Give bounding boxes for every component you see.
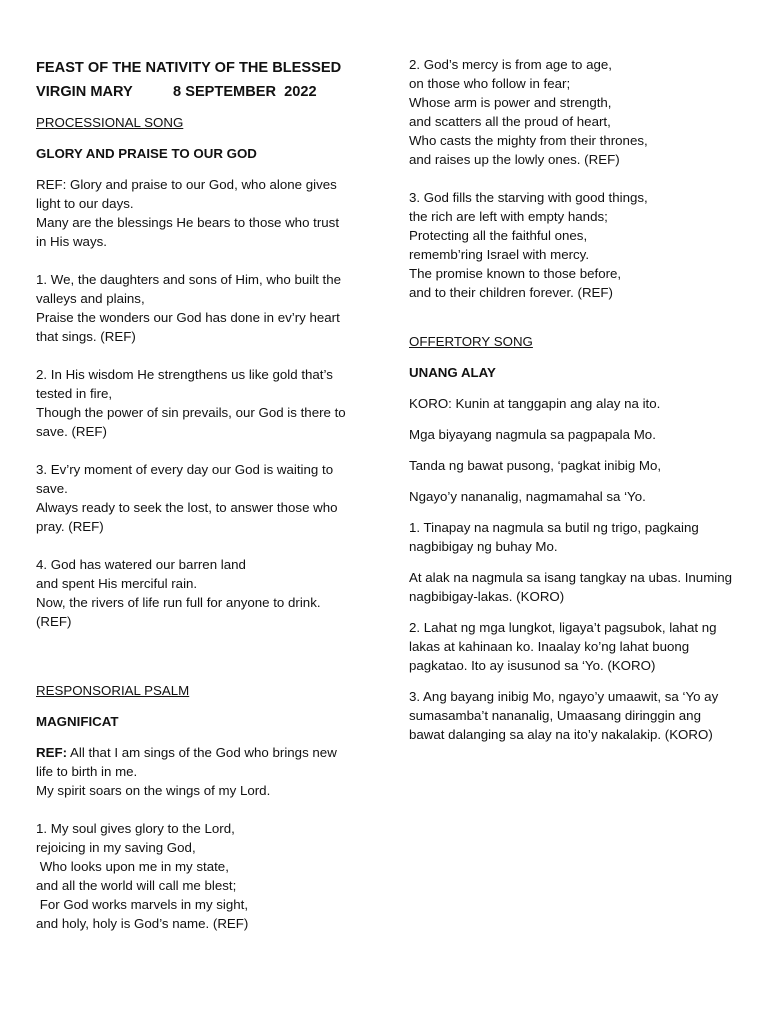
verse-line: 3. Ev’ry moment of every day our God is waiting to bbox=[36, 462, 334, 477]
verse-line: save. bbox=[36, 481, 68, 496]
left-column bbox=[36, 0, 366, 933]
psalm-section-label: RESPONSORIAL PSALM bbox=[36, 683, 190, 698]
verse-line: For God works marvels in my sight, bbox=[36, 897, 249, 912]
verse-line: and holy, holy is God’s name. (REF) bbox=[36, 916, 249, 931]
verse-line: Now, the rivers of life run full for anyone to drink. bbox=[36, 595, 321, 610]
psalm-verse-2 bbox=[409, 55, 739, 169]
psalm-refrain bbox=[36, 743, 366, 800]
verse-line: 2. God’s mercy is from age to age, bbox=[409, 57, 612, 72]
offertory-verse-3 bbox=[409, 687, 739, 744]
verse-line: on those who follow in fear; bbox=[409, 76, 571, 91]
verse-line: lakas at kahinaan ko. Inaalay ko’ng lahat buong bbox=[409, 639, 690, 654]
verse-line: Praise the wonders our God has done in ev’ry heart bbox=[36, 310, 340, 325]
processional-refrain bbox=[36, 175, 366, 251]
processional-verse-1 bbox=[36, 270, 366, 346]
offertory-koro: KORO: Kunin at tanggapin ang alay na ito. bbox=[409, 396, 661, 411]
verse-line: and all the world will call me blest; bbox=[36, 878, 237, 893]
processional-verse-2 bbox=[36, 365, 366, 441]
verse-line: 1. We, the daughters and sons of Him, who built the bbox=[36, 272, 342, 287]
verse-line: Who looks upon me in my state, bbox=[36, 859, 229, 874]
verse-line: Always ready to seek the lost, to answer those who bbox=[36, 500, 338, 515]
psalm-verse-1 bbox=[36, 819, 366, 933]
processional-verse-3 bbox=[36, 460, 366, 536]
verse-line: (REF) bbox=[36, 614, 72, 629]
verse-line: and raises up the lowly ones. (REF) bbox=[409, 152, 620, 167]
verse-line: and to their children forever. (REF) bbox=[409, 285, 613, 300]
verse-line: save. (REF) bbox=[36, 424, 107, 439]
offertory-verse-1a bbox=[409, 518, 739, 556]
page-title-line1: FEAST OF THE NATIVITY OF THE BLESSED bbox=[36, 60, 342, 76]
verse-line: 3. Ang bayang inibig Mo, ngayo’y umaawit, sa ‘Yo ay bbox=[409, 689, 719, 704]
offertory-line: Tanda ng bawat pusong, ‘pagkat inibig Mo, bbox=[409, 458, 662, 473]
verse-line: pagkatao. Ito ay isusunod sa ‘Yo. (KORO) bbox=[409, 658, 656, 673]
verse-line: 2. In His wisdom He strengthens us like gold that’s bbox=[36, 367, 333, 382]
right-column bbox=[409, 0, 739, 744]
offertory-song-title: UNANG ALAY bbox=[409, 365, 496, 380]
processional-section-label: PROCESSIONAL SONG bbox=[36, 115, 184, 130]
verse-line: that sings. (REF) bbox=[36, 329, 136, 344]
verse-line: the rich are left with empty hands; bbox=[409, 209, 608, 224]
verse-line: bawat dalanging sa alay na ito’y nakalakip. (KORO) bbox=[409, 727, 713, 742]
verse-line: REF: Glory and praise to our God, who alone gives bbox=[36, 177, 337, 192]
verse-line: At alak na nagmula sa isang tangkay na ubas. Inuming bbox=[409, 570, 733, 585]
offertory-section-label: OFFERTORY SONG bbox=[409, 334, 533, 349]
offertory-verse-2 bbox=[409, 618, 739, 675]
verse-line: and scatters all the proud of heart, bbox=[409, 114, 611, 129]
verse-line: My spirit soars on the wings of my Lord. bbox=[36, 783, 271, 798]
verse-line bbox=[36, 743, 366, 762]
verse-line: 2. Lahat ng mga lungkot, ligaya’t pagsubok, lahat ng bbox=[409, 620, 717, 635]
psalm-song-title: MAGNIFICAT bbox=[36, 714, 119, 729]
refrain-first-line: All that I am sings of the God who brings new bbox=[67, 745, 337, 760]
verse-line: 1. My soul gives glory to the Lord, bbox=[36, 821, 235, 836]
verse-line: The promise known to those before, bbox=[409, 266, 622, 281]
verse-line: nagbibigay ng buhay Mo. bbox=[409, 539, 558, 554]
verse-line: pray. (REF) bbox=[36, 519, 104, 534]
offertory-line: Ngayo’y nananalig, nagmamahal sa ‘Yo. bbox=[409, 489, 646, 504]
verse-line: Many are the blessings He bears to those who trust bbox=[36, 215, 340, 230]
processional-verse-4 bbox=[36, 555, 366, 631]
verse-line: Protecting all the faithful ones, bbox=[409, 228, 588, 243]
verse-line: life to birth in me. bbox=[36, 764, 138, 779]
verse-line: light to our days. bbox=[36, 196, 134, 211]
offertory-line: Mga biyayang nagmula sa pagpapala Mo. bbox=[409, 427, 656, 442]
verse-line: rememb’ring Israel with mercy. bbox=[409, 247, 590, 262]
verse-line: Whose arm is power and strength, bbox=[409, 95, 612, 110]
verse-line: 1. Tinapay na nagmula sa butil ng trigo, pagkaing bbox=[409, 520, 699, 535]
verse-line: 3. God fills the starving with good things, bbox=[409, 190, 648, 205]
verse-line: Who casts the mighty from their thrones, bbox=[409, 133, 648, 148]
verse-line: tested in fire, bbox=[36, 386, 113, 401]
verse-line: 4. God has watered our barren land bbox=[36, 557, 246, 572]
psalm-verse-3 bbox=[409, 188, 739, 302]
offertory-verse-1b bbox=[409, 568, 739, 606]
processional-song-title: GLORY AND PRAISE TO OUR GOD bbox=[36, 146, 257, 161]
verse-line: in His ways. bbox=[36, 234, 107, 249]
verse-line: valleys and plains, bbox=[36, 291, 145, 306]
verse-line: Though the power of sin prevails, our God is there to bbox=[36, 405, 346, 420]
verse-line: rejoicing in my saving God, bbox=[36, 840, 196, 855]
page-title-line2: VIRGIN MARY 8 SEPTEMBER 2022 bbox=[36, 84, 317, 100]
verse-line: and spent His merciful rain. bbox=[36, 576, 198, 591]
verse-line: sumasamba’t nananalig, Umaasang diringgin ang bbox=[409, 708, 701, 723]
verse-line: nagbibigay-lakas. (KORO) bbox=[409, 589, 565, 604]
refrain-prefix: REF: bbox=[36, 745, 68, 760]
